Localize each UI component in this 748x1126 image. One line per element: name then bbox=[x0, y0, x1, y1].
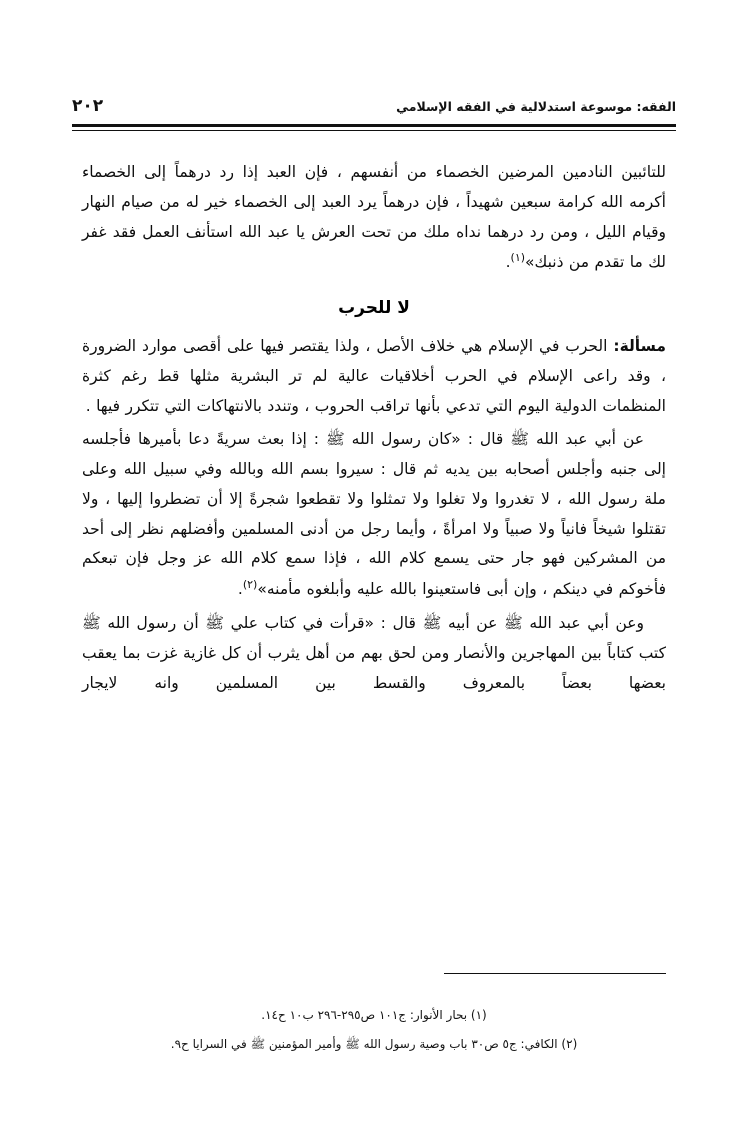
footnote-marker-1: (١) bbox=[510, 251, 526, 265]
paragraph-3 bbox=[82, 425, 666, 605]
footnotes-area bbox=[82, 1006, 666, 1064]
paragraph-1-end: . bbox=[505, 253, 511, 272]
page-header bbox=[72, 96, 676, 116]
paragraph-2-text: الحرب في الإسلام هي خلاف الأصل ، ولذا يقتصر فيها على أقصى موارد الضرورة ، وقد راعى الإسلام في الحرب أخلاقيات عالية لم تر البشرية مثلها قط رغم كثرة المنظمات الدولية اليوم التي تدعي بأنها تراقب الحروب ، وتندد بالانتهاكات التي تتكرر فيها . bbox=[82, 337, 666, 415]
footnote-item: (١) بحار الأنوار: ج١٠١ ص٢٩٥-٢٩٦ ب١٠ ح١٤. bbox=[261, 1007, 487, 1022]
header-title: الفقه: موسوعة استدلالية في الفقه الإسلامي bbox=[396, 99, 676, 114]
header-rule-thick bbox=[72, 124, 676, 127]
paragraph-2 bbox=[82, 332, 666, 421]
paragraph-3-text: عن أبي عبد الله ﷺ قال : «كان رسول الله ﷺ : إذا بعث سريةً دعا بأميرها فأجلسه إلى جنبه وأجلس أصحابه بين يديه ثم قال : سيروا بسم الله وبالله وفي سبيل الله وعلى ملة رسول الله ، لا تغدروا ولا تغلوا ولا تمثلوا ولا تقطعوا شجرةً إلا أن تضطروا إليها ، ولا تقتلوا شيخاً فانياً ولا صبياً ولا امرأةً ، وأيما رجل من أدنى المسلمين وأفضلهم نظر إلى أحد من المشركين فهو جار حتى يسمع كلام الله ، فإذا سمع كلام الله عز وجل فإن تبعكم فأخوكم في دينكم ، وإن أبى فاستعينوا بالله عليه وأبلغوه مأمنه» bbox=[82, 430, 666, 599]
paragraph-1-text: للتائبين النادمين المرضين الخصماء من أنفسهم ، فإن العبد إذا رد درهماً إلى الخصماء أكرمه الله كرامة سبعين شهيداً ، فإن درهماً يرد العبد إلى الخصماء خير له من صيام النهار وقيام الليل ، ومن رد درهما نداه ملك من تحت العرش يا عبد الله استأنف العمل فقد غفر لك ما تقدم من ذنبك» bbox=[82, 163, 666, 272]
section-heading: لا للحرب bbox=[338, 298, 410, 319]
paragraph-4: وعن أبي عبد الله ﷺ عن أبيه ﷺ قال : «قرأت في كتاب علي ﷺ أن رسول الله ﷺ كتب كتاباً بين المهاجرين والأنصار ومن لحق بهم من أهل يثرب أن كل غازية غزت بما يعقب بعضها بعضاً بالمعروف والقسط بين المسلمين وانه لايجار bbox=[82, 614, 666, 692]
body-text bbox=[82, 158, 666, 976]
paragraph-1 bbox=[82, 158, 666, 278]
page-number: ٢٠٢ bbox=[72, 96, 104, 116]
paragraph-2-lead: مسألة: bbox=[613, 337, 666, 356]
footnote-item: (٢) الكافي: ج٥ ص٣٠ باب وصية رسول الله ﷺ وأمير المؤمنين ﷺ في السرايا ح٩. bbox=[170, 1036, 578, 1051]
footnote-separator bbox=[444, 973, 666, 974]
paragraph-3-end: . bbox=[237, 580, 243, 599]
footnote-marker-2: (٢) bbox=[242, 578, 258, 592]
header-rule-thin bbox=[72, 130, 676, 131]
